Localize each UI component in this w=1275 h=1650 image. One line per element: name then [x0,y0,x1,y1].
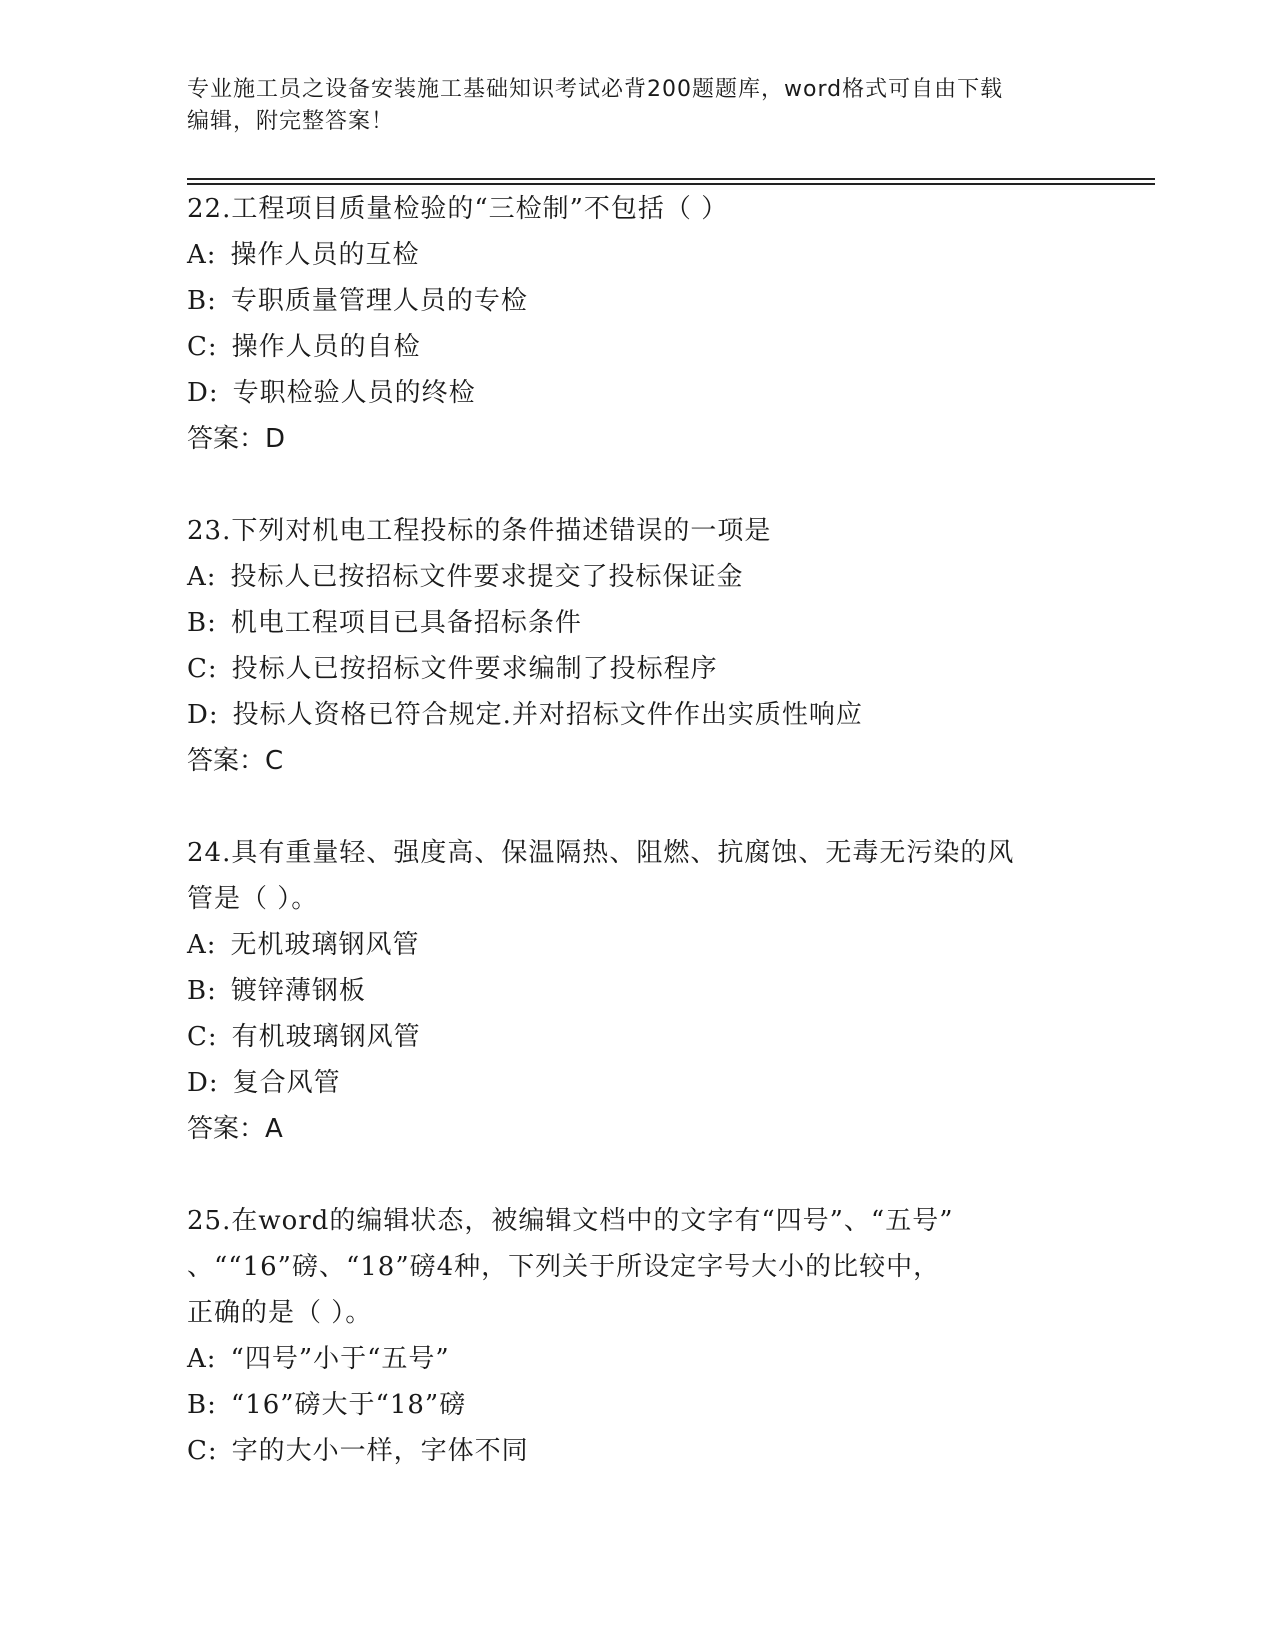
option-text: 有机玻璃钢风管 [231,1022,421,1052]
option-text: 操作人员的互检 [230,240,420,270]
option-a [187,922,1087,968]
option-c [187,324,1087,370]
option-text: 镀锌薄钢板 [230,976,366,1006]
option-text: “16”磅大于“18”磅 [230,1390,467,1420]
option-letter: C: [187,1436,218,1466]
option-a [187,1336,1087,1382]
spacer [187,784,1087,830]
answer-label: 答案：C [187,746,284,776]
header-line-1: 专业施工员之设备安装施工基础知识考试必背200题题库，word格式可自由下载 [187,77,1004,102]
option-letter: B: [187,976,217,1006]
option-text: 专职检验人员的终检 [232,378,476,408]
option-b [187,968,1087,1014]
option-d [187,370,1087,416]
question-stem: 25.在word的编辑状态，被编辑文档中的文字有“四号”、“五号” [187,1206,954,1236]
answer-label: 答案：D [187,424,286,454]
header-line-2: 编辑，附完整答案！ [187,109,395,134]
option-text: 投标人已按招标文件要求编制了投标程序 [231,654,718,684]
question-stem-continued: 正确的是（ ）。 [187,1298,373,1328]
header-divider-top [187,178,1155,180]
option-letter: B: [187,608,217,638]
spacer [187,1152,1087,1198]
question-stem: 23.下列对机电工程投标的条件描述错误的一项是 [187,516,772,546]
question-stem: 24.具有重量轻、强度高、保温隔热、阻燃、抗腐蚀、无毒无污染的风 [187,838,1015,868]
option-letter: A: [187,1344,217,1374]
option-letter: A: [187,562,217,592]
option-letter: A: [187,240,217,270]
option-c [187,646,1087,692]
option-letter: D: [187,1068,219,1098]
option-a [187,232,1087,278]
option-text: 字的大小一样，字体不同 [231,1436,529,1466]
question-24 [187,830,1087,1152]
header-divider-bottom [187,183,1155,185]
option-letter: C: [187,654,218,684]
option-text: 无机玻璃钢风管 [230,930,420,960]
option-b [187,1382,1087,1428]
option-b [187,278,1087,324]
question-23 [187,508,1087,784]
option-letter: D: [187,700,219,730]
option-c [187,1014,1087,1060]
question-list [187,186,1087,1474]
question-stem-continued: 管是（ ）。 [187,884,319,914]
question-stem: 22.工程项目质量检验的“三检制”不包括（ ） [187,194,729,224]
spacer [187,462,1087,508]
option-b [187,600,1087,646]
option-text: 复合风管 [232,1068,341,1098]
option-letter: C: [187,332,218,362]
question-stem-continued: 、““16”磅、“18”磅4种，下列关于所设定字号大小的比较中， [187,1252,941,1282]
option-d [187,1060,1087,1106]
answer-label: 答案：A [187,1114,283,1144]
question-25 [187,1198,1087,1474]
option-a [187,554,1087,600]
option-text: “四号”小于“五号” [230,1344,450,1374]
option-text: 机电工程项目已具备招标条件 [230,608,582,638]
option-text: 操作人员的自检 [231,332,421,362]
option-letter: A: [187,930,217,960]
option-letter: C: [187,1022,218,1052]
option-text: 投标人资格已符合规定.并对招标文件作出实质性响应 [232,700,863,730]
option-letter: D: [187,378,219,408]
document-header [187,74,1087,138]
option-d [187,692,1087,738]
option-letter: B: [187,286,217,316]
option-text: 专职质量管理人员的专检 [230,286,528,316]
option-text: 投标人已按招标文件要求提交了投标保证金 [230,562,744,592]
option-letter: B: [187,1390,217,1420]
option-c [187,1428,1087,1474]
question-22 [187,186,1087,462]
